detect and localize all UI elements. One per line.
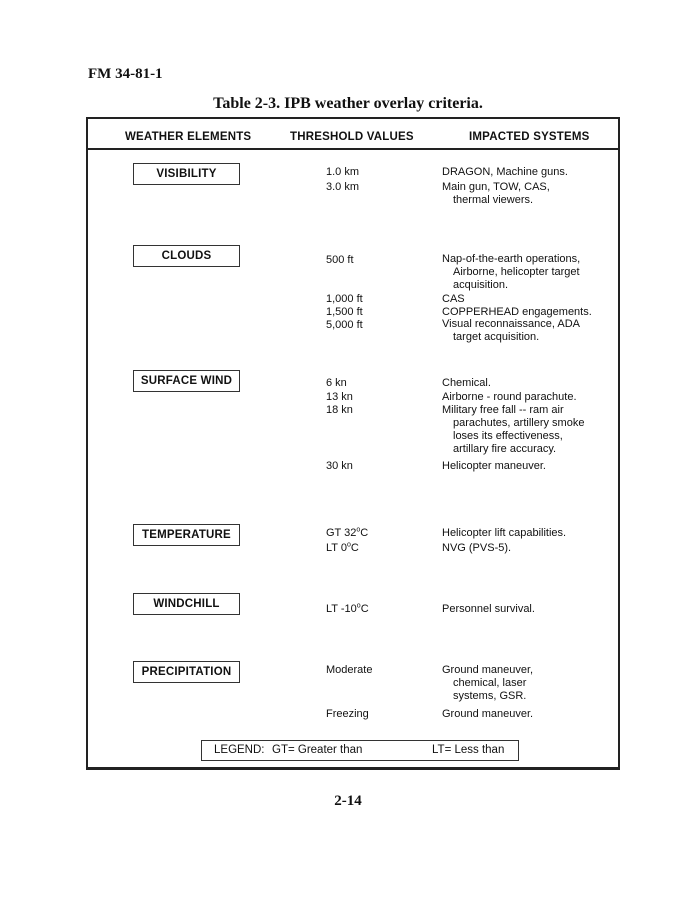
system-line: COPPERHEAD engagements.	[442, 306, 592, 318]
system-line: Military free fall -- ram air	[442, 404, 564, 416]
threshold-value: 6 kn	[326, 377, 347, 389]
legend-label: LEGEND:	[214, 744, 265, 756]
element-precipitation	[133, 661, 240, 683]
element-visibility	[133, 163, 240, 185]
threshold-unit: C	[350, 542, 359, 554]
threshold-value	[326, 527, 368, 540]
impacted-system	[442, 708, 533, 721]
element-label: WINDCHILL	[153, 598, 220, 610]
table-caption: Table 2-3. IPB weather overlay criteria.	[213, 95, 483, 112]
system-line: loses its effectiveness,	[453, 430, 563, 442]
threshold-prefix: GT 32	[326, 527, 357, 539]
element-surface-wind	[133, 370, 240, 392]
system-line: Ground maneuver.	[442, 708, 534, 720]
system-line: target acquisition.	[453, 331, 540, 343]
system-line: Ground maneuver,	[442, 664, 534, 676]
system-line: Airborne, helicopter target	[453, 266, 580, 278]
element-label: CLOUDS	[161, 250, 212, 262]
system-line: systems, GSR.	[453, 690, 527, 702]
threshold-value: 500 ft	[326, 254, 354, 266]
element-label: TEMPERATURE	[142, 529, 231, 541]
threshold-value: 30 kn	[326, 460, 353, 472]
threshold-prefix: LT 0	[326, 542, 347, 554]
impacted-system	[442, 391, 577, 404]
threshold-value: 18 kn	[326, 404, 353, 416]
impacted-system	[442, 460, 546, 473]
system-line: Personnel survival.	[442, 603, 535, 615]
impacted-system	[442, 166, 568, 179]
system-line: parachutes, artillery smoke	[453, 417, 585, 429]
legend-box	[201, 740, 519, 761]
element-clouds	[133, 245, 240, 267]
degree-symbol: o	[356, 602, 361, 610]
system-line: artillary fire accuracy.	[453, 443, 557, 455]
degree-symbol: o	[356, 526, 361, 534]
degree-symbol: o	[347, 541, 351, 549]
threshold-value: 5,000 ft	[326, 319, 363, 331]
threshold-unit: C	[360, 527, 369, 539]
system-line: thermal viewers.	[453, 194, 534, 206]
system-line: Helicopter maneuver.	[442, 460, 546, 472]
impacted-system	[442, 181, 550, 207]
column-header-threshold-values: THRESHOLD VALUES	[290, 131, 414, 143]
threshold-value	[326, 542, 359, 555]
system-line: CAS	[442, 293, 465, 305]
legend-lt: LT= Less than	[432, 744, 505, 756]
header-divider	[88, 148, 618, 150]
system-line: Visual reconnaissance, ADA	[442, 318, 580, 330]
impacted-system	[442, 377, 491, 390]
threshold-value: 13 kn	[326, 391, 353, 403]
system-line: Nap-of-the-earth operations,	[442, 253, 581, 265]
system-line: Main gun, TOW, CAS,	[442, 181, 550, 193]
threshold-value: Moderate	[326, 664, 373, 676]
element-temperature	[133, 524, 240, 546]
threshold-value: 1,000 ft	[326, 293, 363, 305]
threshold-unit: C	[360, 603, 369, 615]
column-header-impacted-systems: IMPACTED SYSTEMS	[469, 131, 590, 143]
document-header: FM 34-81-1	[88, 66, 163, 82]
element-windchill	[133, 593, 240, 615]
impacted-system	[442, 603, 535, 616]
threshold-prefix: LT -10	[326, 603, 357, 615]
threshold-value: 1.0 km	[326, 166, 360, 178]
element-label: VISIBILITY	[156, 168, 217, 180]
column-header-weather-elements: WEATHER ELEMENTS	[125, 131, 252, 143]
threshold-value: 3.0 km	[326, 181, 360, 193]
system-line: DRAGON, Machine guns.	[442, 166, 568, 178]
system-line: chemical, laser	[453, 677, 527, 689]
system-line: acquisition.	[453, 279, 509, 291]
threshold-value: 1,500 ft	[326, 306, 363, 318]
impacted-system	[442, 253, 580, 292]
legend-gt: GT= Greater than	[272, 744, 363, 756]
threshold-value	[326, 603, 369, 616]
element-label: SURFACE WIND	[140, 375, 233, 387]
system-line: Helicopter lift capabilities.	[442, 527, 567, 539]
impacted-system	[442, 542, 511, 555]
impacted-system	[442, 664, 533, 703]
system-line: Chemical.	[442, 377, 491, 389]
impacted-system	[442, 293, 465, 306]
threshold-value: Freezing	[326, 708, 369, 720]
element-label: PRECIPITATION	[141, 666, 232, 678]
system-line: Airborne - round parachute.	[442, 391, 577, 403]
impacted-system	[442, 527, 566, 540]
impacted-system	[442, 404, 584, 456]
system-line: NVG (PVS-5).	[442, 542, 512, 554]
impacted-system	[442, 318, 580, 344]
page-number: 2-14	[334, 793, 362, 809]
